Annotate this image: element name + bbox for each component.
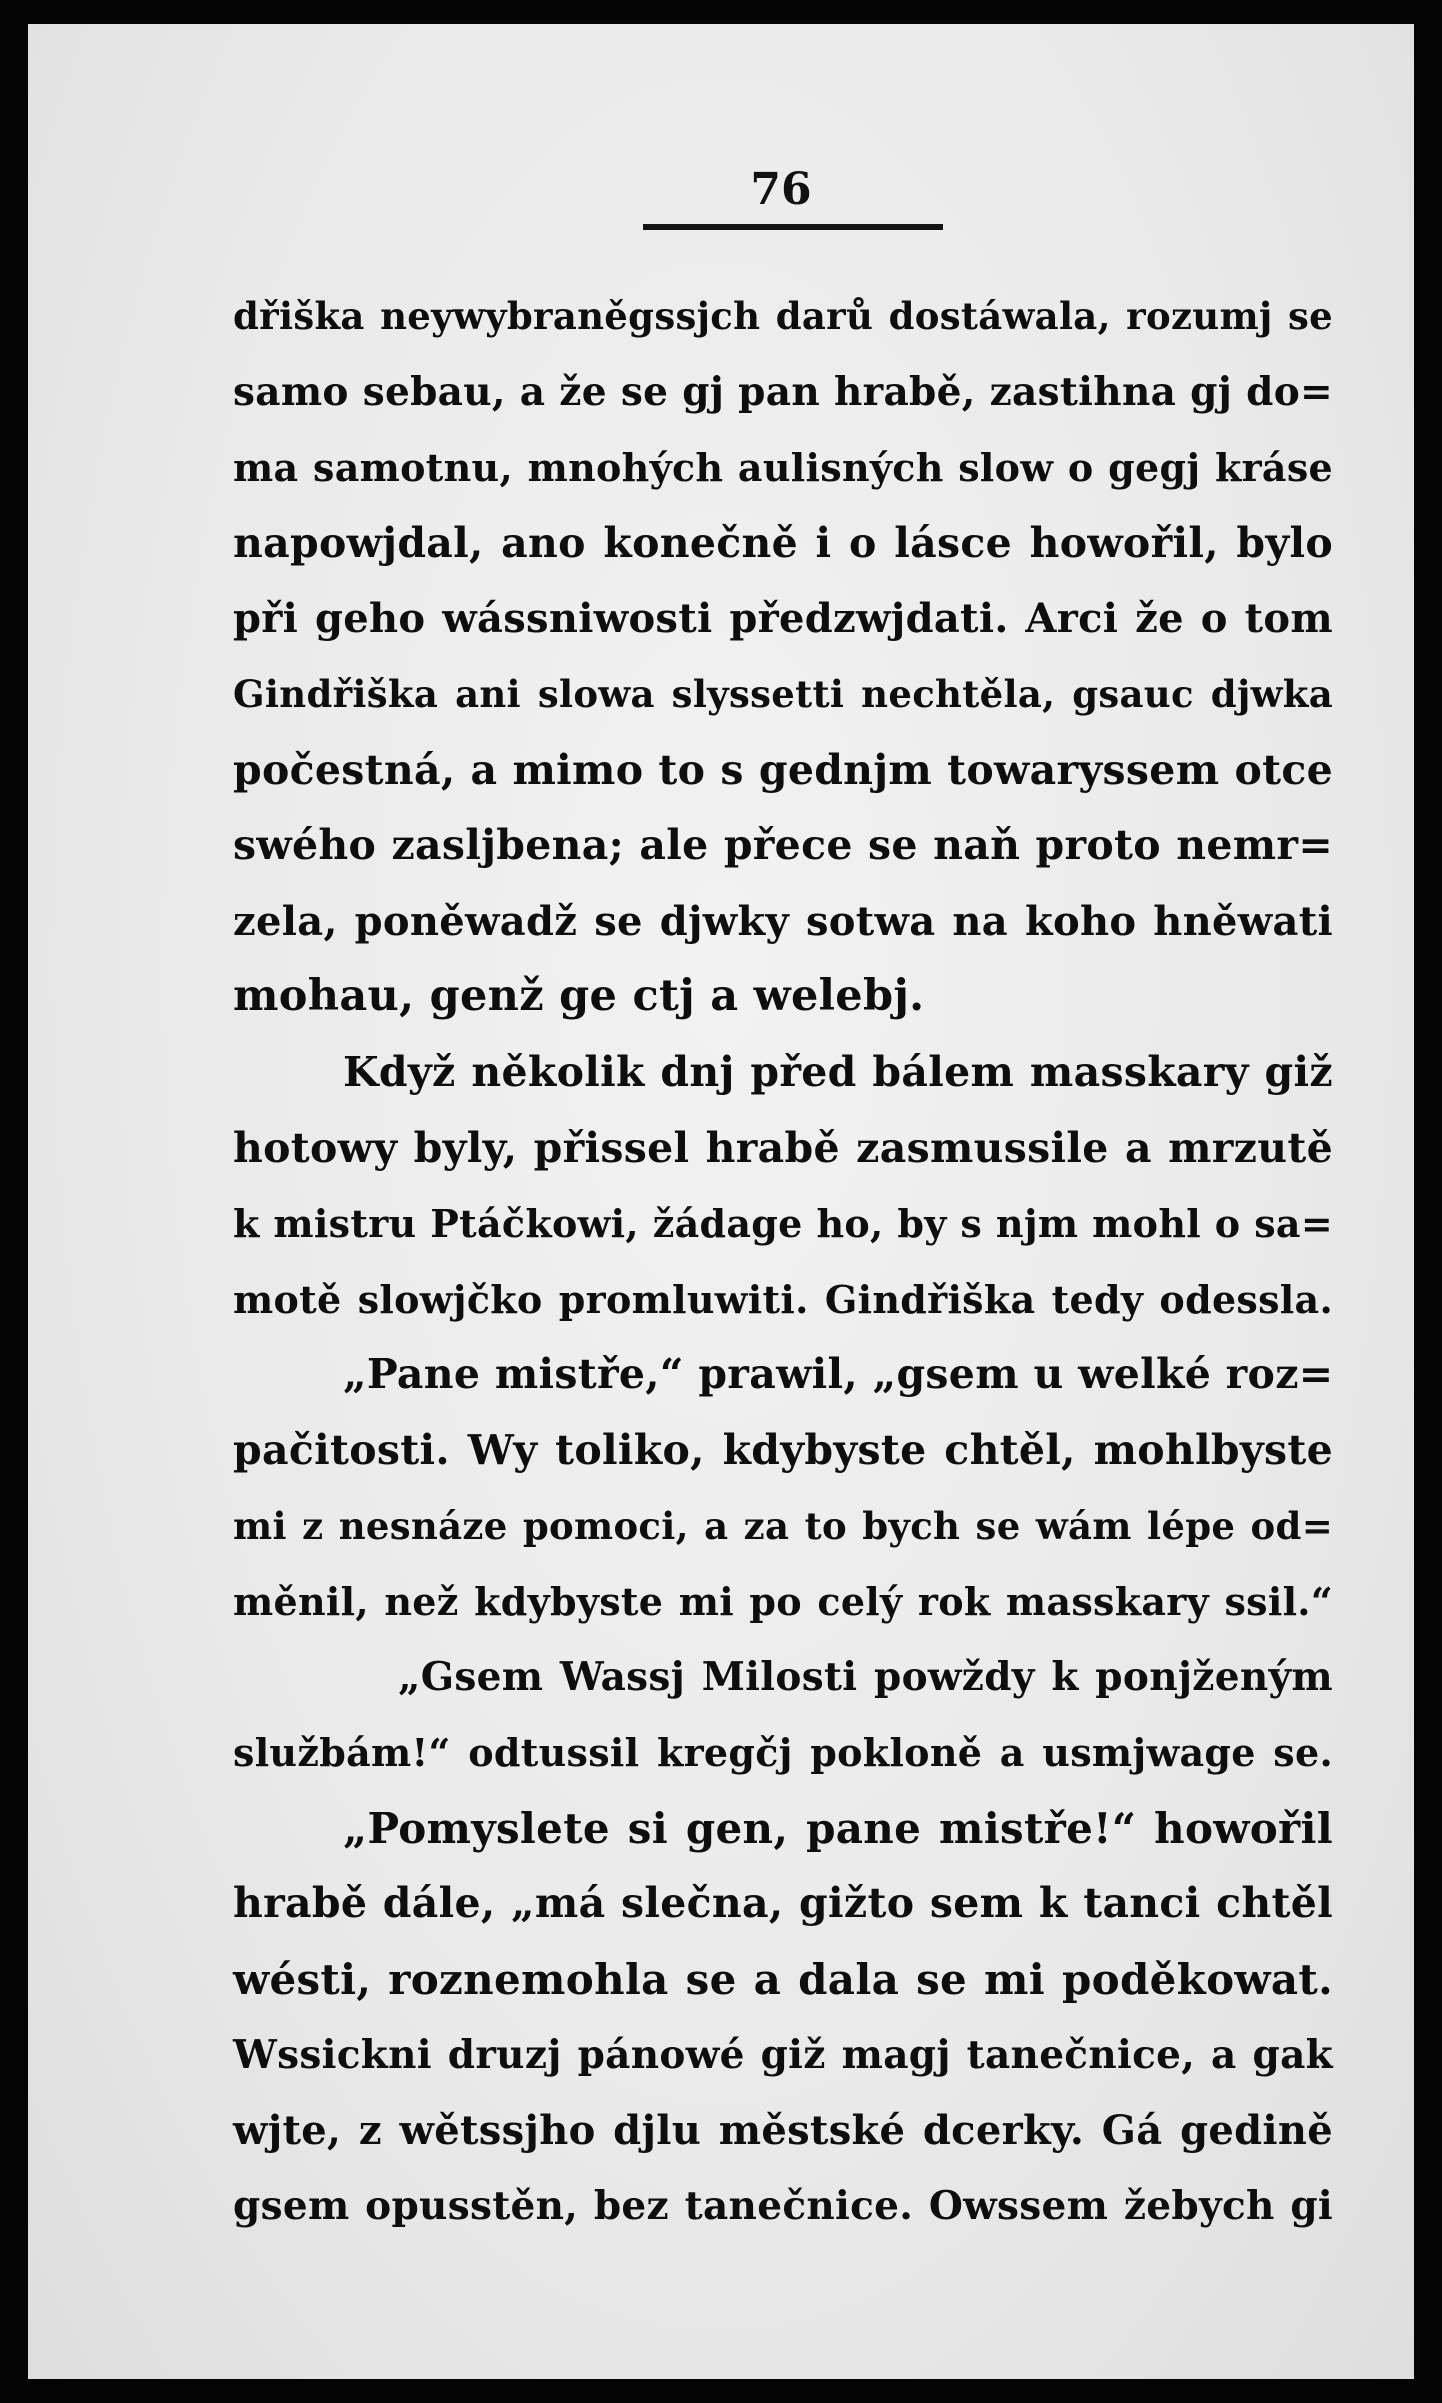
text-line: při geho wássniwosti předzwjdati. Arci že o tom	[233, 595, 1333, 643]
text-line: ma samotnu, mnohých aulisných slow o gegj kráse	[233, 445, 1333, 491]
text-line: „Gsem Wassj Milosti powždy k ponjženým	[398, 1653, 1333, 1700]
page-number: 76	[750, 164, 812, 215]
text-line: swého zasljbena; ale přece se naň proto nemr=	[233, 821, 1333, 870]
text-line: Gindřiška ani slowa slyssetti nechtěla, gsauc djwka	[233, 671, 1333, 716]
text-line: „Pane mistře,“ prawil, „gsem u welké roz=	[343, 1350, 1334, 1399]
text-line: hotowy byly, přissel hrabě zasmussile a mrzutě	[233, 1123, 1333, 1172]
text-line: měnil, než kdybyste mi po celý rok masskary ssil.“	[233, 1579, 1333, 1625]
text-line: wésti, roznemohla se a dala se mi poděkowat.	[233, 1955, 1333, 2005]
text-line: mohau, genž ge ctj a welebj.	[233, 971, 925, 1022]
text-line: hrabě dále, „má slečna, gižto sem k tanci chtěl	[233, 1879, 1333, 1928]
text-line: počestná, a mimo to s gednjm towaryssem otce	[233, 745, 1333, 794]
text-line: Wssickni druzj pánowé giž magj tanečnice, a gak	[233, 2031, 1333, 2078]
text-line: službám!“ odtussil kregčj pokloně a usmjwage se.	[233, 1730, 1333, 1776]
text-line: napowjdal, ano konečně i o lásce howořil, bylo	[233, 518, 1333, 567]
text-line: gsem opusstěn, bez tanečnice. Owssem žebych gi	[233, 2182, 1333, 2229]
text-line: pačitosti. Wy toliko, kdybyste chtěl, mohlbyste	[233, 1425, 1333, 1474]
body-text	[233, 279, 1333, 2244]
text-line: mi z nesnáze pomoci, a za to bych se wám lépe od=	[233, 1503, 1333, 1548]
text-line: dřiška neywybraněgssjch darů dostáwala, rozumj se	[233, 294, 1333, 338]
text-line: motě slowjčko promluwiti. Gindřiška tedy odessla.	[233, 1276, 1333, 1322]
text-line: zela, poněwadž se djwky sotwa na koho hněwati	[233, 897, 1333, 945]
text-line: k mistru Ptáčkowi, žádage ho, by s njm mohl o sa=	[233, 1201, 1333, 1247]
text-line: Když několik dnj před bálem masskary giž	[343, 1047, 1333, 1096]
header-rule	[643, 224, 943, 230]
text-line: wjte, z wětssjho djlu městské dcerky. Gá gedině	[233, 2107, 1333, 2155]
book-page	[28, 24, 1414, 2379]
text-line: samo sebau, a že se gj pan hrabě, zastihna gj do=	[233, 368, 1333, 415]
text-line: „Pomyslete si gen, pane mistře!“ howořil	[343, 1803, 1333, 1853]
